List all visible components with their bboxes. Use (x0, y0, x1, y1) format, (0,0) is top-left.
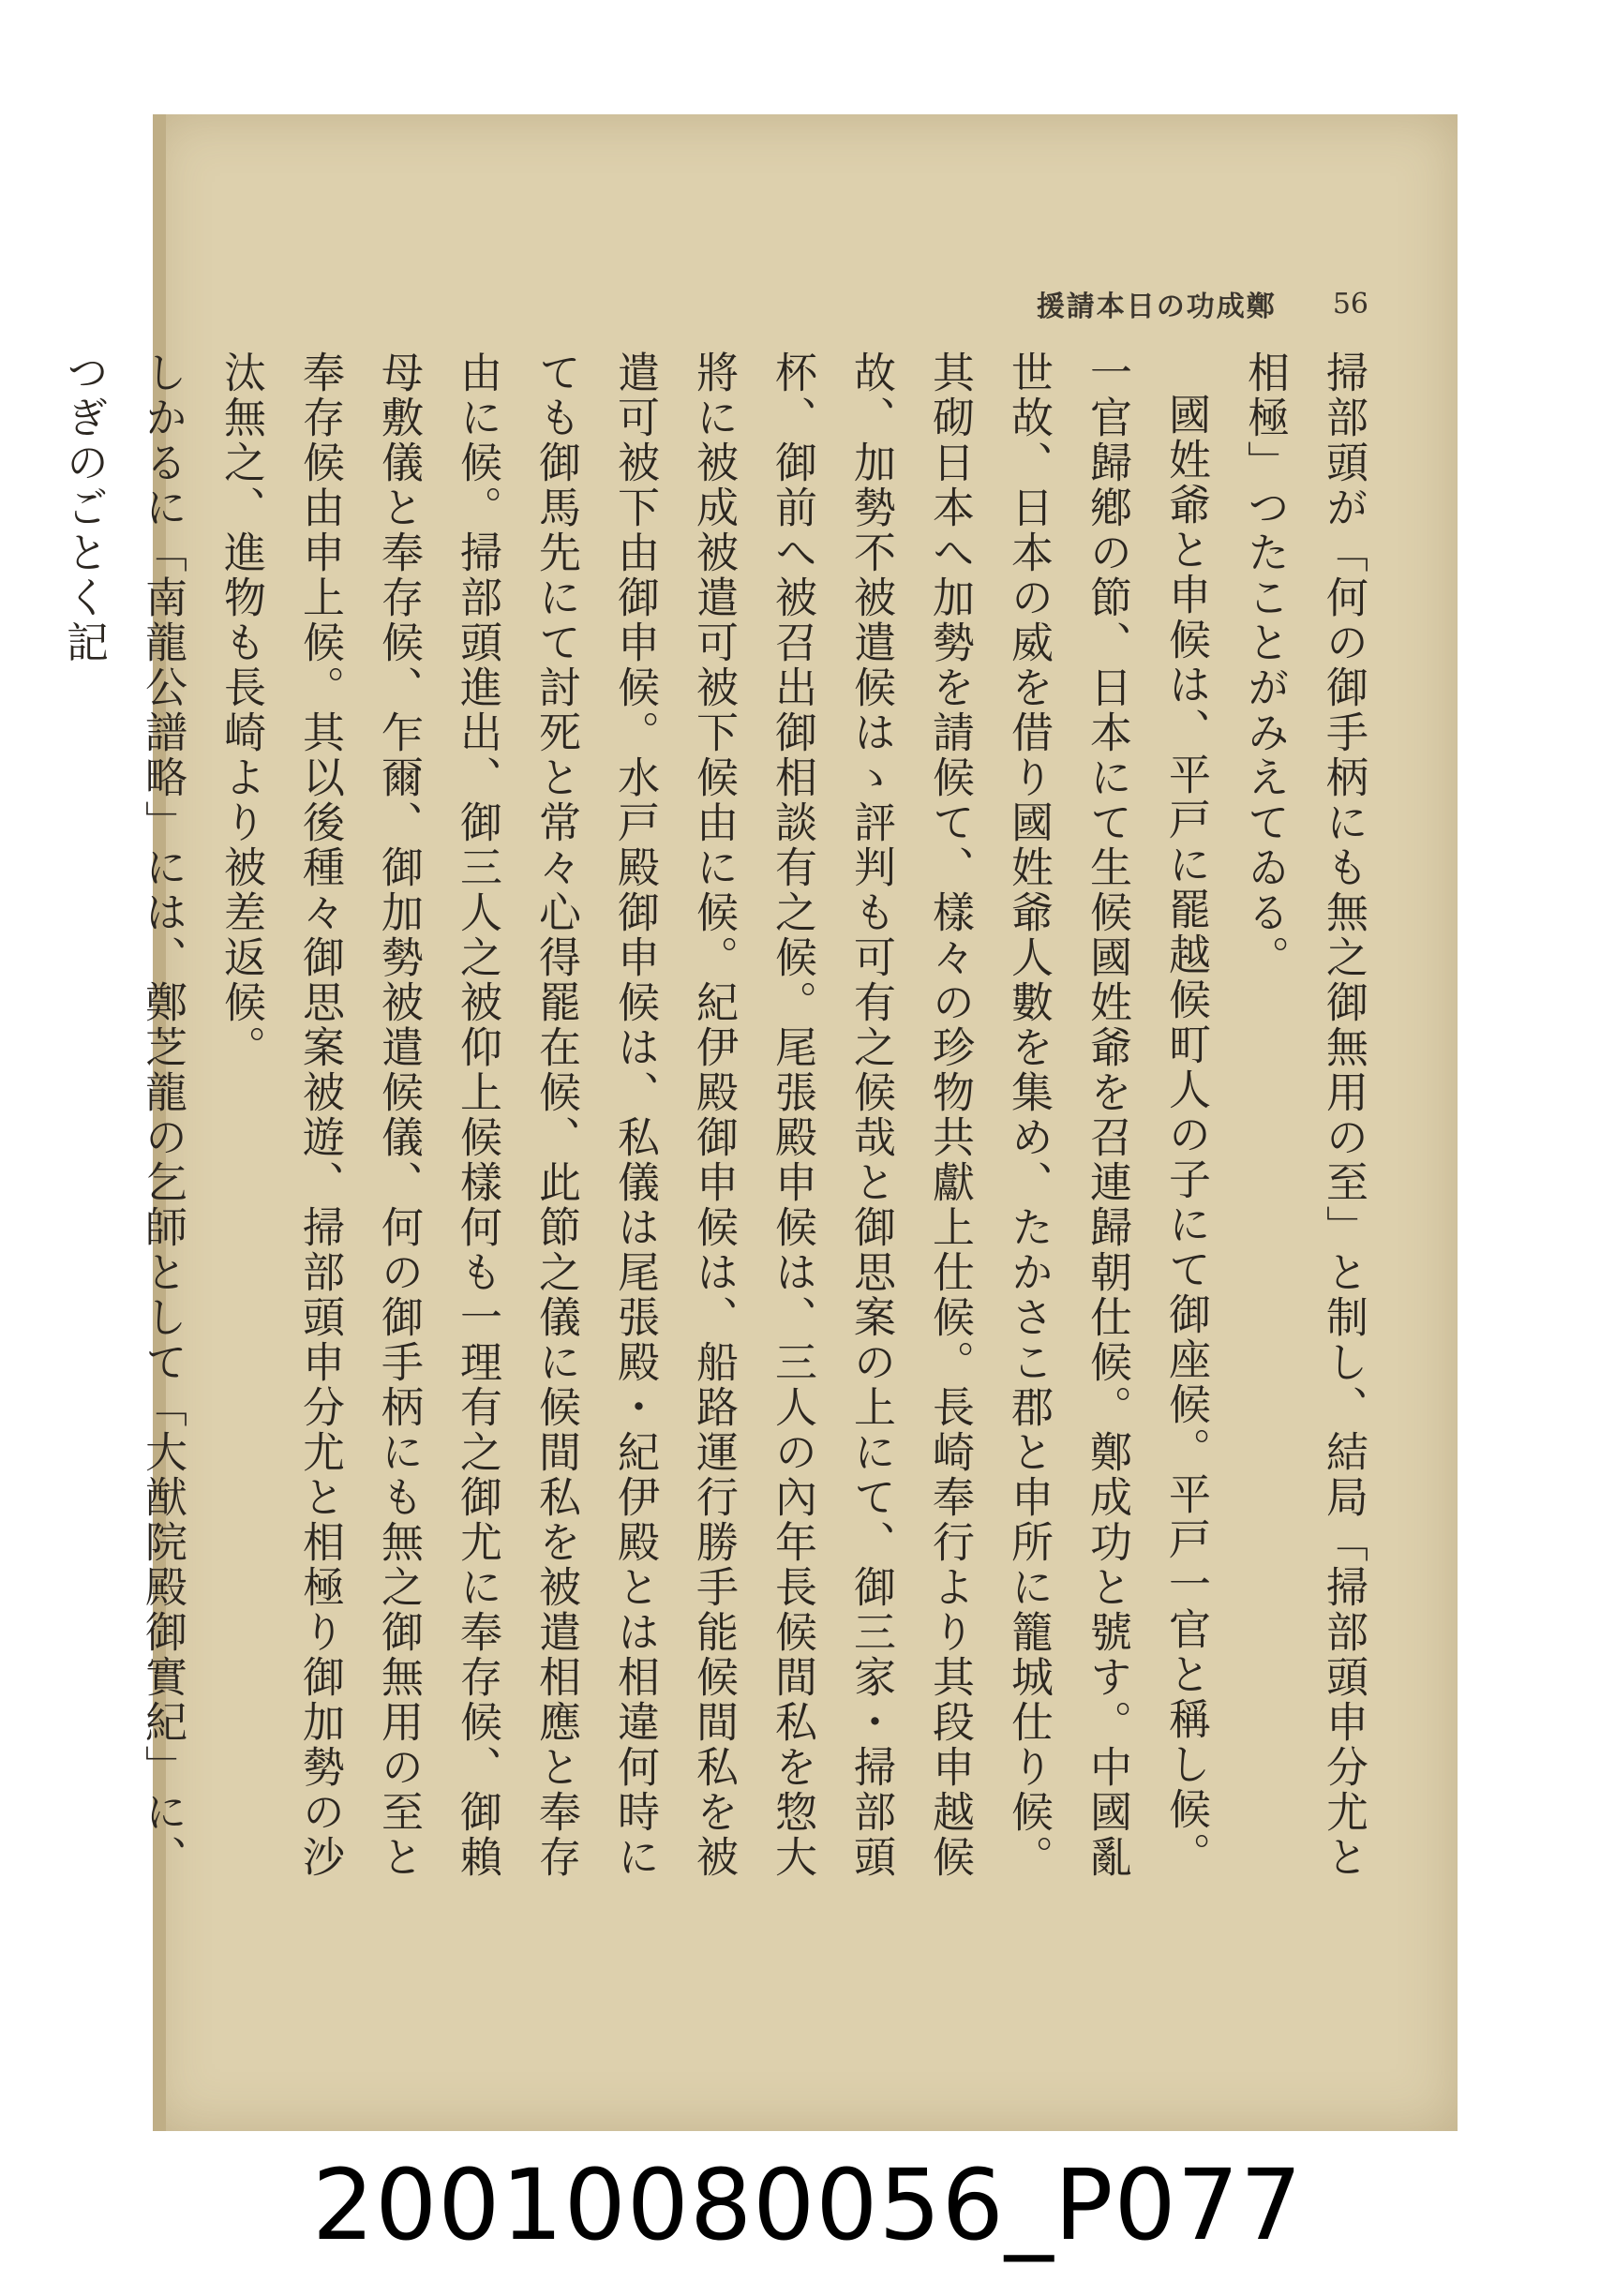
paragraph-1: 掃部頭が「何の御手柄にも無之御無用の至」と制し、結局「掃部頭申分尤と相極」つたことがみえてゐる。 (1240, 350, 1368, 1880)
scanned-page (59, 114, 1458, 2131)
running-header-title: 鄭成功の日本請援 (1036, 291, 1277, 323)
vertical-body-text (59, 350, 1383, 1906)
archive-id-caption: 20010080056_P077 (311, 2148, 1304, 2262)
page-number: 56 (1332, 287, 1368, 321)
running-header (1037, 283, 1368, 324)
paragraph-2: 國姓爺と申候は、平戸に罷越候町人の子にて御座候。平戸一官と稱し候。一官歸鄕の節、日本にて生候國姓爺を召連歸朝仕候。鄭成功と號す。中國亂世故、日本の威を借り國姓爺人數を集め、たかさこ郡と申所に籠城仕り候。其砌日本へ加勢を請候て、樣々の珍物共獻上仕候。長崎奉行より其段申越候故、加勢不被遣候はゝ評判も可有之候哉と御思案の上にて、御三家・掃部頭杯、御前へ被召出御相談有之候。尾張殿申候は、三人の內年長候間私を惣大將に被成被遣可被下候由に候。紀伊殿御申候は、船路運行勝手能候間私を被遣可被下由御申候。水戸殿御申候は、私儀は尾張殿・紀伊殿とは相違何時にても御馬先にて討死と常々心得罷在候、此節之儀に候間私を被遣相應と奉存由に候。掃部頭進出、御三人之被仰上候樣何も一理有之御尤に奉存候、御賴母敷儀と奉存候、乍爾、御加勢被遣候儀、何の御手柄にも無之御無用の至と奉存候由申上候。其以後種々御思案被遊、掃部頭申分尤と相極り御加勢の沙汰無之、進物も長崎より被差返候。 (217, 350, 1211, 1880)
paragraph-3: しかるに「南龍公譜略」には、鄭芝龍の乞師として「大猷院殿御實紀」に、つぎのごとく記 (59, 350, 187, 1880)
